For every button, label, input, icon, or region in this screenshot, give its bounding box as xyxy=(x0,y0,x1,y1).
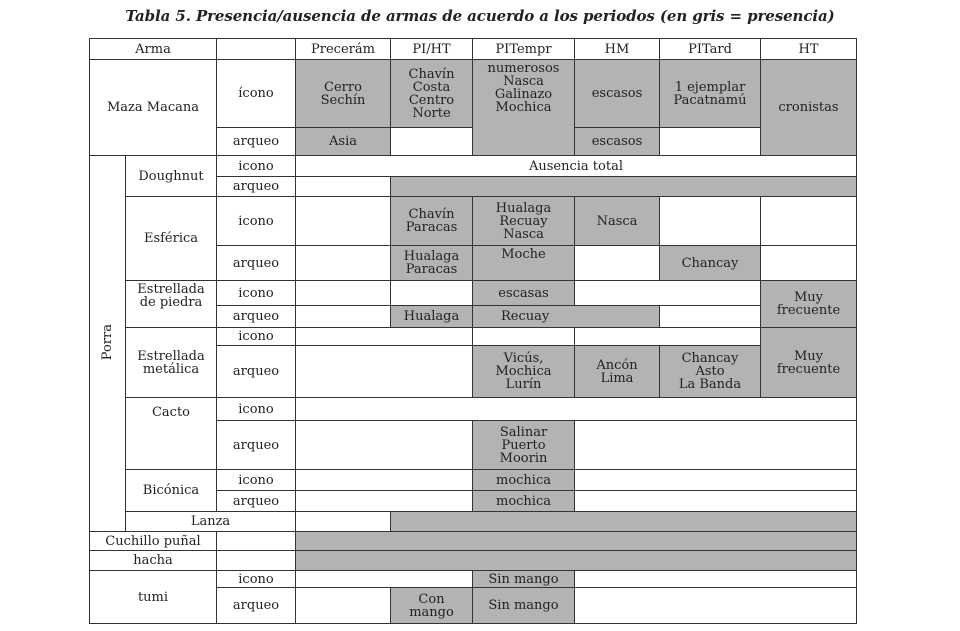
type-icono: icono xyxy=(217,328,296,346)
weapon-cuchillo-punal: Cuchillo puñal xyxy=(90,532,217,551)
cell-esf-icono-ht xyxy=(761,197,857,246)
cell-cacto-icono-span xyxy=(296,398,857,421)
cell-hacha-span xyxy=(296,551,857,571)
type-arqueo: arqueo xyxy=(217,491,296,512)
weapon-hacha: hacha xyxy=(90,551,217,571)
cell-estm-icono-pitempr xyxy=(473,328,575,346)
header-hm: HM xyxy=(575,39,660,60)
cell-cuchillo-span xyxy=(296,532,857,551)
cell-esf-icono-hm: Nasca xyxy=(575,197,660,246)
cell-estm-arqueo-pitard: Chancay Asto La Banda xyxy=(660,346,761,398)
type-arqueo: arqueo xyxy=(217,588,296,624)
subtype-esferica: Esférica xyxy=(126,197,217,281)
cell-tumi-arqueo-pi-ht: Con mango xyxy=(391,588,473,624)
cell-maza-pitempr: numerosos Nasca Galinazo Mochica xyxy=(473,60,575,156)
weapon-tumi: tumi xyxy=(90,571,217,624)
table-row xyxy=(90,532,857,551)
cell-lanza-span xyxy=(391,512,857,532)
cell-bic-icono-pitempr: mochica xyxy=(473,470,575,491)
subtype-estrellada-piedra: Estrellada de piedra xyxy=(126,281,217,328)
cell-bic-icono-precer-pi-ht xyxy=(296,470,473,491)
table-row xyxy=(90,328,857,346)
cell-hacha-type xyxy=(217,551,296,571)
cell-cuchillo-type xyxy=(217,532,296,551)
type-icono: icono xyxy=(217,156,296,177)
cell-estp-arqueo-precer xyxy=(296,306,391,328)
subtype-cacto: Cacto xyxy=(126,398,217,470)
cell-bic-arqueo-precer-pi-ht xyxy=(296,491,473,512)
cell-estm-arqueo-precer-pi-ht xyxy=(296,346,473,398)
cell-tumi-arqueo-rest xyxy=(575,588,857,624)
table-row xyxy=(90,398,857,421)
header-pitard: PITard xyxy=(660,39,761,60)
cell-maza-arqueo-pi-ht xyxy=(391,128,473,156)
header-ht: HT xyxy=(761,39,857,60)
cell-estp-ht: Muy frecuente xyxy=(761,281,857,328)
header-blank xyxy=(217,39,296,60)
header-precer: Precerám xyxy=(296,39,391,60)
cell-bic-icono-rest xyxy=(575,470,857,491)
cell-maza-icono-pi-ht: Chavín Costa Centro Norte xyxy=(391,60,473,128)
cell-esf-icono-pitard xyxy=(660,197,761,246)
table-row xyxy=(90,60,857,128)
type-arqueo: arqueo xyxy=(217,346,296,398)
cell-cacto-arqueo-rest xyxy=(575,421,857,470)
cell-maza-arqueo-hm: escasos xyxy=(575,128,660,156)
weapon-lanza: Lanza xyxy=(126,512,296,532)
cell-maza-arqueo-precer: Asia xyxy=(296,128,391,156)
type-icono: icono xyxy=(217,470,296,491)
cell-estm-icono-hm-pitard xyxy=(575,328,761,346)
cell-esf-icono-pitempr: Hualaga Recuay Nasca xyxy=(473,197,575,246)
cell-maza-icono-pitard: 1 ejemplar Pacatnamú xyxy=(660,60,761,128)
header-pi-ht: PI/HT xyxy=(391,39,473,60)
cell-tumi-arqueo-precer xyxy=(296,588,391,624)
type-arqueo: arqueo xyxy=(217,177,296,197)
cell-maza-ht: cronistas xyxy=(761,60,857,156)
cell-esf-icono-pi-ht: Chavín Paracas xyxy=(391,197,473,246)
group-porra xyxy=(90,156,126,532)
table-row xyxy=(90,156,857,177)
cell-esf-arqueo-precer xyxy=(296,246,391,281)
type-icono: icono xyxy=(217,398,296,421)
table-row xyxy=(90,512,857,532)
table-row xyxy=(90,470,857,491)
cell-estp-arqueo-pitard xyxy=(660,306,761,328)
cell-maza-arqueo-pitard xyxy=(660,128,761,156)
cell-doughnut-arqueo-span xyxy=(391,177,857,197)
table-row xyxy=(90,571,857,588)
cell-bic-arqueo-pitempr: mochica xyxy=(473,491,575,512)
table-row xyxy=(90,281,857,306)
cell-estp-icono-pi-ht xyxy=(391,281,473,306)
cell-maza-icono-hm: escasos xyxy=(575,60,660,128)
cell-estm-ht: Muy frecuente xyxy=(761,328,857,398)
header-pitempr: PITempr xyxy=(473,39,575,60)
cell-esf-icono-precer xyxy=(296,197,391,246)
cell-esf-arqueo-pitempr: Moche xyxy=(473,246,575,281)
cell-doughnut-arqueo-precer xyxy=(296,177,391,197)
cell-tumi-icono-precer-pi-ht xyxy=(296,571,473,588)
cell-estp-icono-pitempr: escasas xyxy=(473,281,575,306)
type-arqueo: arqueo xyxy=(217,421,296,470)
cell-tumi-arqueo-pitempr: Sin mango xyxy=(473,588,575,624)
cell-esf-arqueo-pitard: Chancay xyxy=(660,246,761,281)
cell-cacto-arqueo-precer-pi-ht xyxy=(296,421,473,470)
cell-doughnut-icono-note: Ausencia total xyxy=(296,156,857,177)
type-arqueo: arqueo xyxy=(217,246,296,281)
type-icono: icono xyxy=(217,571,296,588)
type-icono: ícono xyxy=(217,60,296,128)
cell-estm-icono-precer-pi-ht xyxy=(296,328,473,346)
cell-esf-arqueo-hm xyxy=(575,246,660,281)
header-row xyxy=(90,39,857,60)
type-arqueo: arqueo xyxy=(217,128,296,156)
cell-bic-arqueo-rest xyxy=(575,491,857,512)
cell-tumi-icono-pitempr: Sin mango xyxy=(473,571,575,588)
cell-maza-icono-precer: Cerro Sechín xyxy=(296,60,391,128)
table-row xyxy=(90,197,857,246)
cell-esf-arqueo-ht xyxy=(761,246,857,281)
subtype-estrellada-metalica: Estrellada metálica xyxy=(126,328,217,398)
cell-lanza-type xyxy=(296,512,391,532)
cell-esf-arqueo-pi-ht: Hualaga Paracas xyxy=(391,246,473,281)
type-icono: icono xyxy=(217,281,296,306)
cell-cacto-arqueo-pitempr: Salinar Puerto Moorin xyxy=(473,421,575,470)
cell-estp-icono-hm-pitard xyxy=(575,281,761,306)
cell-estp-arqueo-pitempr-hm: Recuay xyxy=(473,306,660,328)
cell-estp-arqueo-pi-ht: Hualaga xyxy=(391,306,473,328)
cell-estm-arqueo-pitempr: Vicús, Mochica Lurín xyxy=(473,346,575,398)
group-porra-label: Porra xyxy=(100,323,115,361)
type-arqueo: arqueo xyxy=(217,306,296,328)
table-row xyxy=(90,551,857,571)
weapons-presence-table xyxy=(89,38,857,624)
cell-estp-icono-precer xyxy=(296,281,391,306)
subtype-doughnut: Doughnut xyxy=(126,156,217,197)
weapon-maza-macana: Maza Macana xyxy=(90,60,217,156)
cell-estm-arqueo-hm: Ancón Lima xyxy=(575,346,660,398)
table-title: Tabla 5. Presencia/ausencia de armas de acuerdo a los periodos (en gris = presencia) xyxy=(125,7,835,25)
cell-tumi-icono-rest xyxy=(575,571,857,588)
header-arma: Arma xyxy=(90,39,217,60)
subtype-biconica: Bicónica xyxy=(126,470,217,512)
type-icono: icono xyxy=(217,197,296,246)
